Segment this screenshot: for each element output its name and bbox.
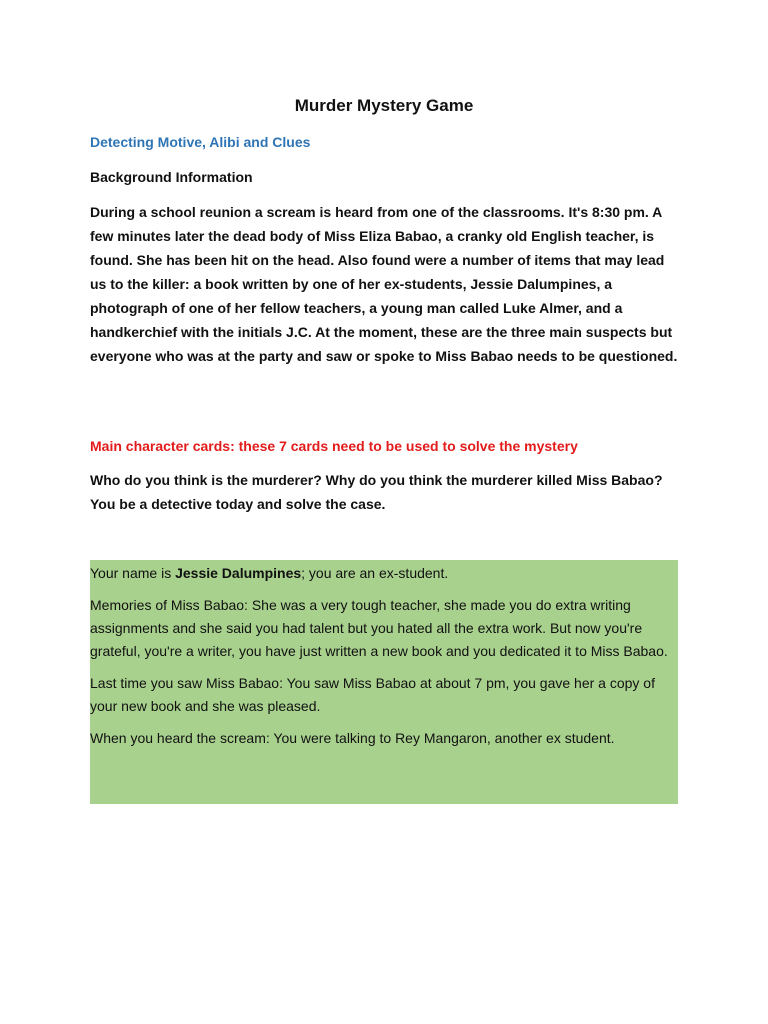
card-name-suffix: ; you are an ex-student.: [301, 565, 449, 581]
card-last-time: Last time you saw Miss Babao: You saw Miss Babao at about 7 pm, you gave her a copy of your new book and she was pleased.: [90, 675, 655, 714]
card-memories: Memories of Miss Babao: She was a very tough teacher, she made you do extra writing assignments and she said you had talent but you hated all the extra work. But now you're grateful, you're a writer, you have just written a new book and you dedicated it to Miss Babao.: [90, 597, 668, 659]
card-name-prefix: Your name is: [90, 565, 176, 581]
card-scream: When you heard the scream: You were talking to Rey Mangaron, another ex student.: [90, 730, 615, 746]
document-title: Murder Mystery Game: [294, 96, 474, 115]
question-paragraph: Who do you think is the murderer? Why do you think the murderer killed Miss Babao? You be a detective today and solve the case.: [90, 472, 663, 512]
background-heading: Background Information: [90, 169, 253, 185]
card-name-line: [90, 562, 678, 585]
character-card: [90, 560, 678, 804]
background-paragraph: During a school reunion a scream is heard from one of the classrooms. It's 8:30 pm. A few minutes later the dead body of Miss Eliza Babao, a cranky old English teacher, is found. She has been hit on the head. Also found were a number of items that may lead us to the killer: a book written by one of her ex-students, Jessie Dalumpines, a photograph of one of her fellow teachers, a young man called Luke Almer, and a handkerchief with the initials J.C. At the moment, these are the three main suspects but everyone who was at the party and saw or spoke to Miss Babao needs to be questioned.: [90, 204, 678, 364]
document-subtitle: Detecting Motive, Alibi and Clues: [90, 134, 311, 150]
cards-heading: Main character cards: these 7 cards need to be used to solve the mystery: [90, 438, 578, 454]
card-character-name: Jessie Dalumpines: [175, 565, 302, 581]
